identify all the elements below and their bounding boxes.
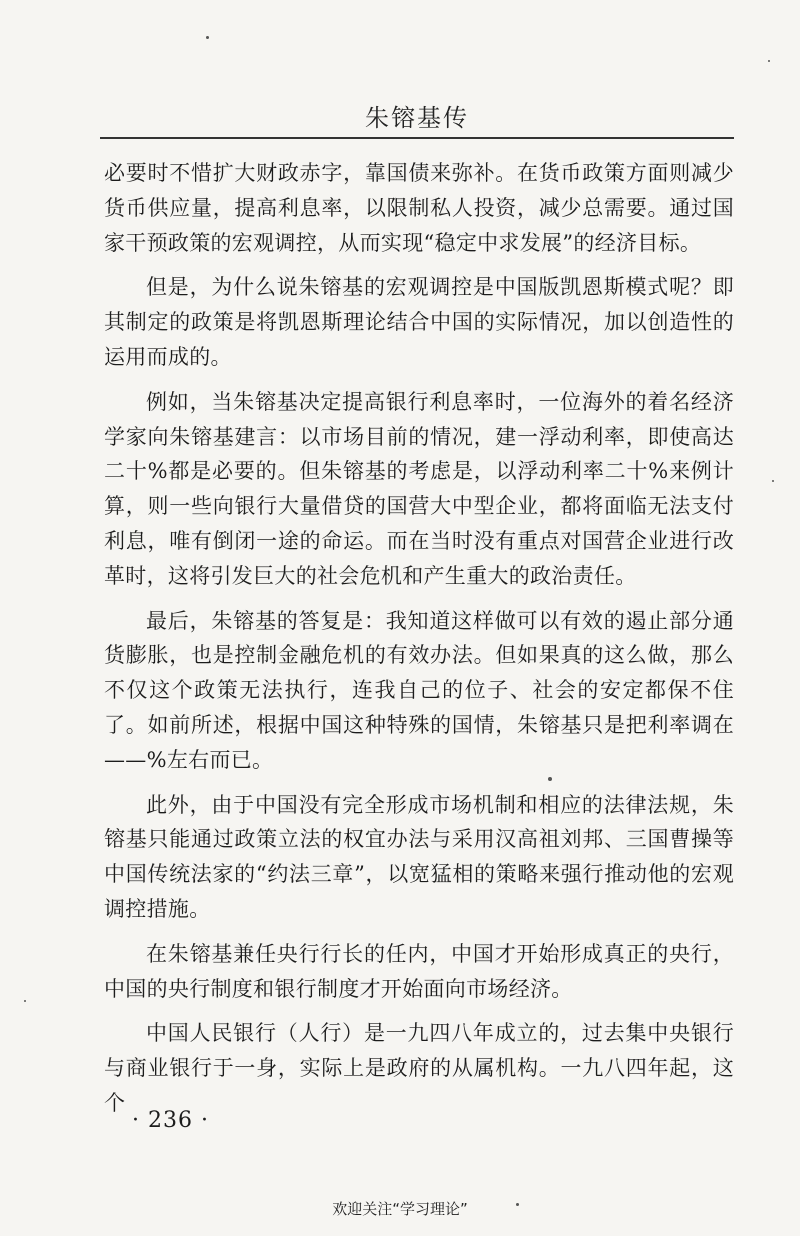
paragraph: 必要时不惜扩大财政赤字，靠国债来弥补。在货币政策方面则减少货币供应量，提高利息率，以限制私人投资，减少总需要。通过国家干预政策的宏观调控，从而实现“稳定中求发展”的经济目标。: [104, 161, 734, 255]
paragraph: 例如，当朱镕基决定提高银行利息率时，一位海外的着名经济学家向朱镕基建言：以市场目前的情况，建一浮动利率，即使高达二十%都是必要的。但朱镕基的考虑是，以浮动利率二十%来例计算，则一些向银行大量借贷的国营大中型企业，都将面临无法支付利息，唯有倒闭一途的命运。而在当时没有重点对国营企业进行改革时，这将引发巨大的社会危机和产生重大的政治责任。: [104, 389, 734, 588]
header-rule: [100, 137, 734, 139]
paragraph: 但是，为什么说朱镕基的宏观调控是中国版凯恩斯模式呢？即其制定的政策是将凯恩斯理论结合中国的实际情况，加以创造性的运用而成的。: [104, 275, 734, 369]
page-number: · 236 ·: [132, 1108, 209, 1133]
scan-speck: [206, 36, 209, 39]
body-text: [104, 156, 734, 1131]
paragraph: 此外，由于中国没有完全形成市场机制和相应的法律法规，朱镕基只能通过政策立法的权宜办法与采用汉高祖刘邦、三国曹操等中国传统法家的“约法三章”，以宽猛相的策略来强行推动他的宏观调控措施。: [104, 792, 734, 921]
scan-speck: [768, 60, 770, 62]
paragraph: 中国人民银行（人行）是一九四八年成立的，过去集中央银行与商业银行于一身，实际上是政府的从属机构。一九八四年起，这个: [104, 1021, 734, 1115]
paragraph: 最后，朱镕基的答复是：我知道这样做可以有效的遏止部分通货膨胀，也是控制金融危机的有效办法。但如果真的这么做，那么不仅这个政策无法执行，连我自己的位子、社会的安定都保不住了。如前所述，根据中国这种特殊的国情，朱镕基只是把利率调在——%左右而已。: [104, 608, 734, 772]
running-head-title: 朱镕基传: [365, 104, 469, 132]
footer-note: 欢迎关注“学习理论”: [332, 1200, 468, 1218]
paragraph: 在朱镕基兼任央行行长的任内，中国才开始形成真正的央行，中国的央行制度和银行制度才开始面向市场经济。: [104, 941, 734, 1001]
scan-speck: [24, 1000, 26, 1002]
scan-speck: [772, 480, 774, 482]
